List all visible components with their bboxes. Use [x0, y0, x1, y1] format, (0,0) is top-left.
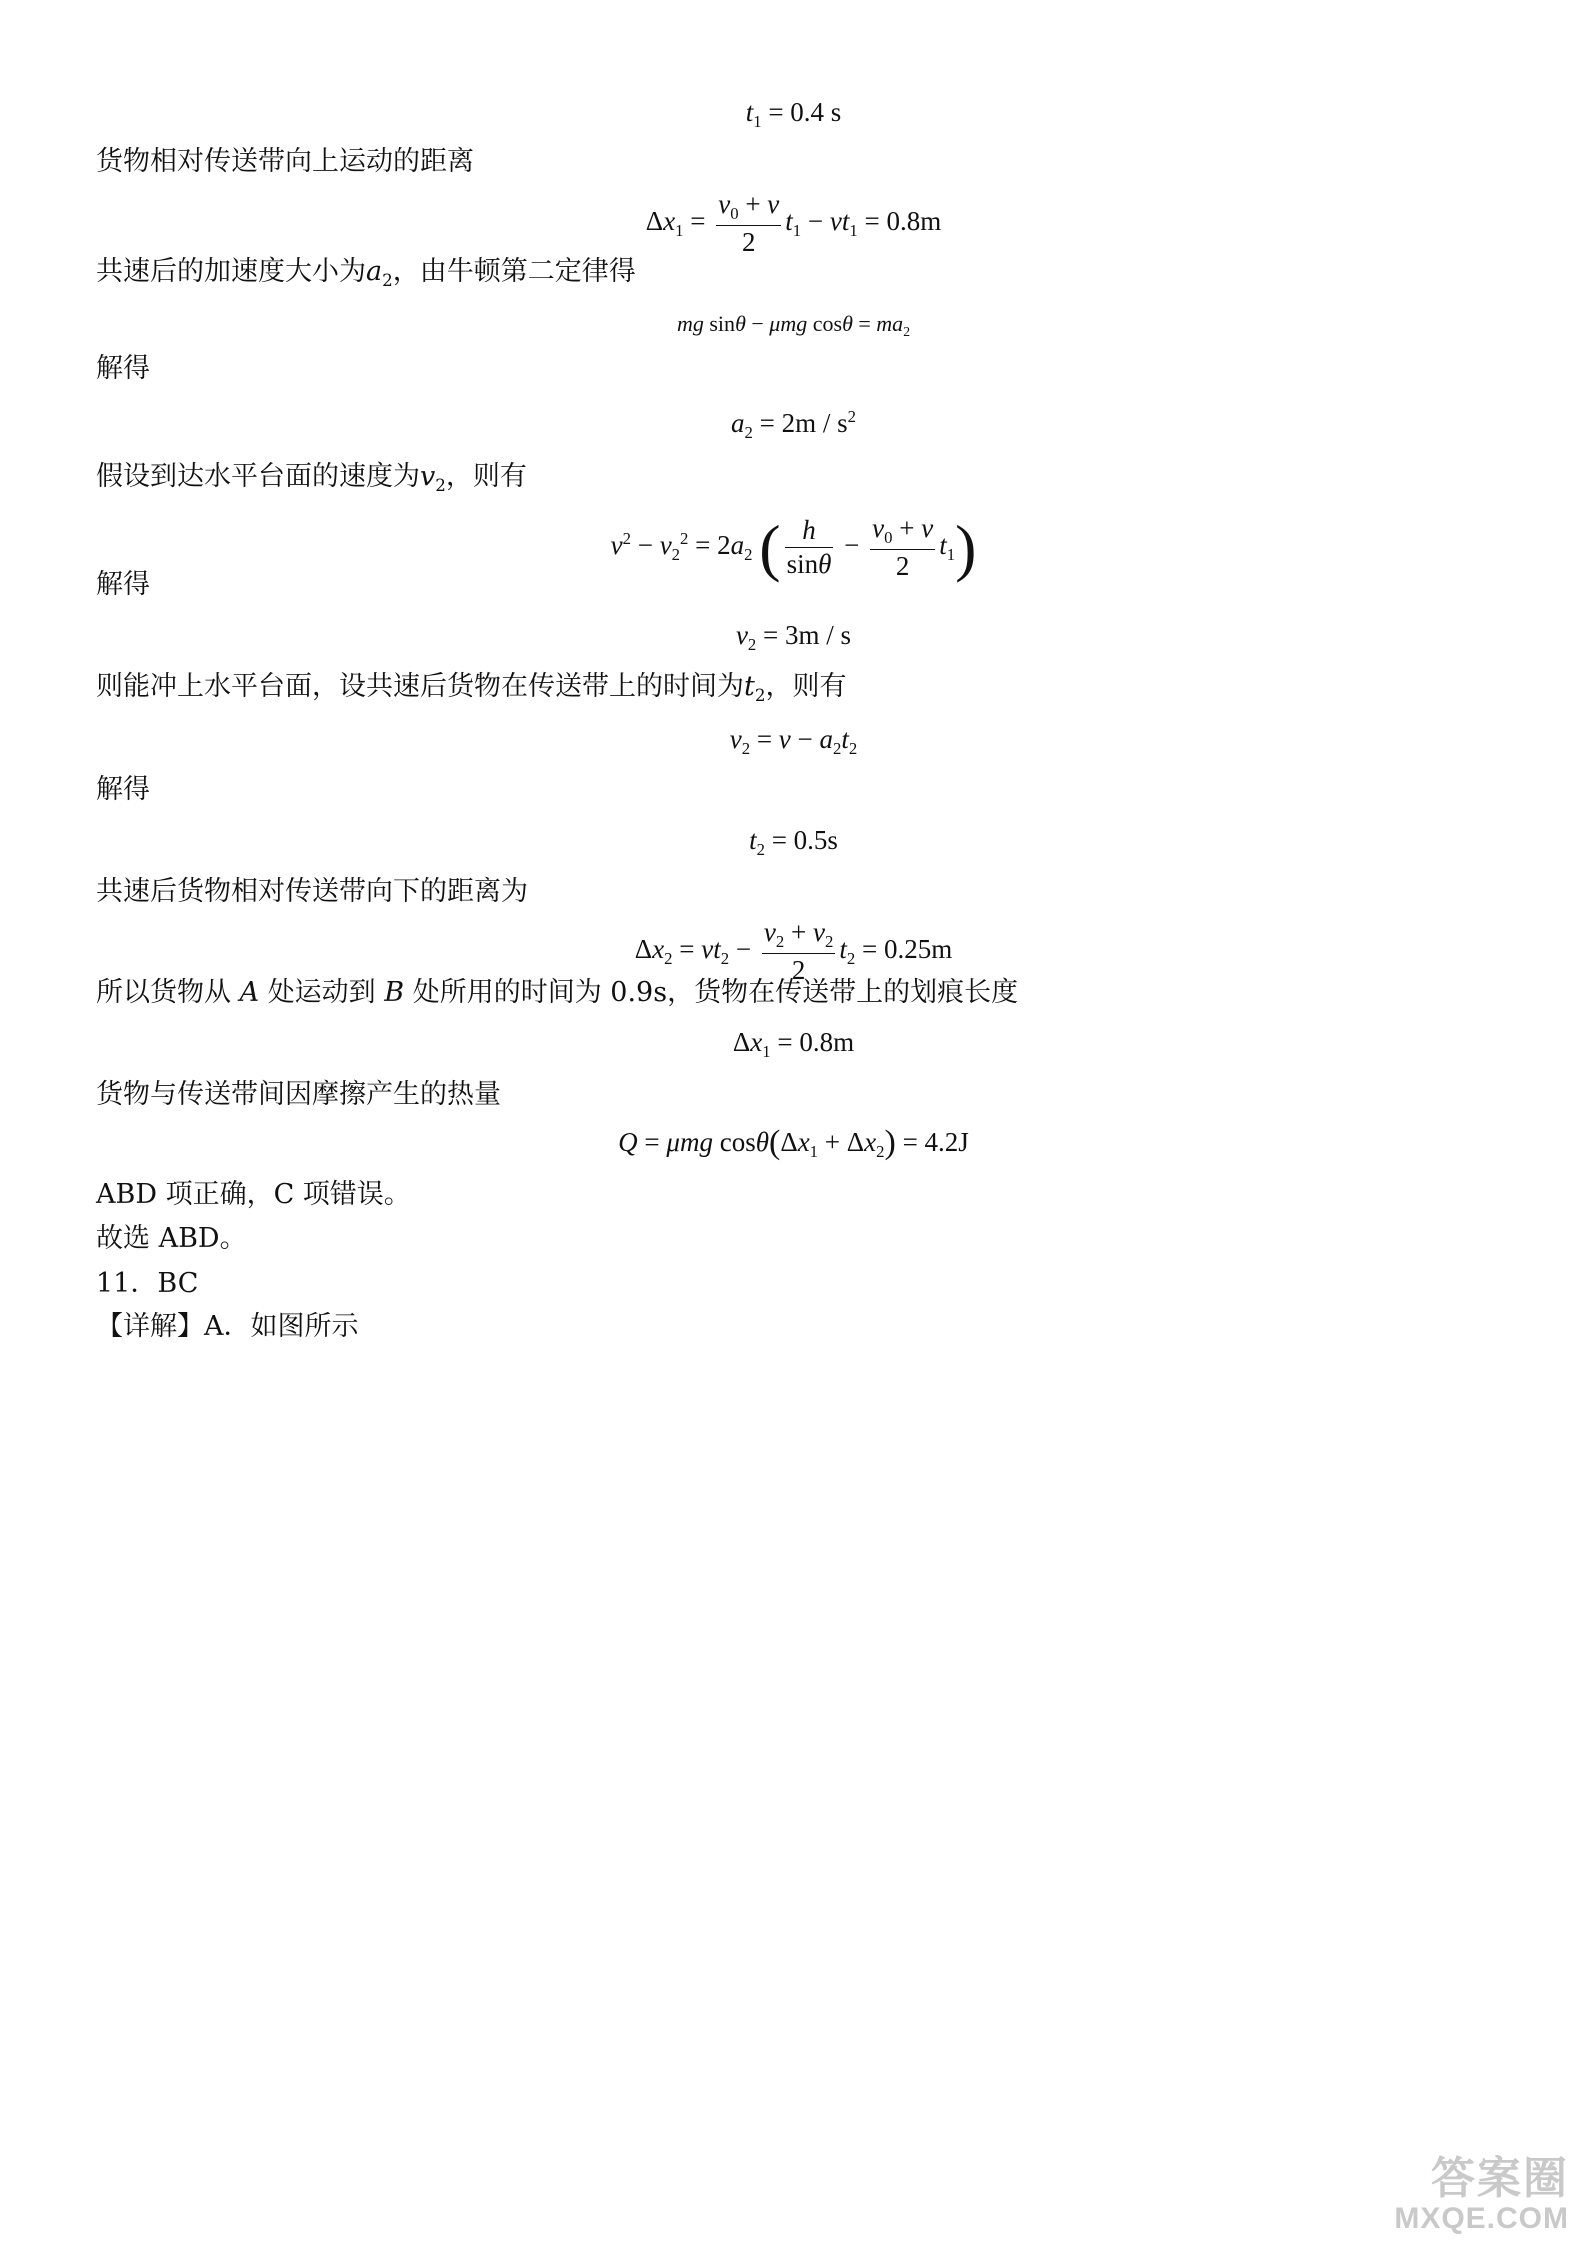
paragraph: 所以货物从 A 处运动到 B 处所用的时间为 0.9s，货物在传送带上的划痕长度 [96, 977, 1019, 1008]
paragraph: 假设到达水平台面的速度为$v_2$，则有 [96, 461, 527, 495]
equation-t1: $t_1 = 0.4$ s [745, 97, 842, 131]
equation-newton: mg sinθ − μmg $\cos\theta = ma_2$ [676, 311, 910, 339]
equation-value: = 0.25m [861, 933, 953, 964]
equation-value: = 0.8m [777, 1027, 855, 1057]
paragraph: 【详解】A．如图所示 [96, 1311, 359, 1342]
equation-v2-time: $v_2 = v - a_2t_2$ [729, 724, 858, 758]
paragraph: 货物与传送带间因摩擦产生的热量 [96, 1079, 501, 1110]
equation-value: = 4.2J [902, 1127, 969, 1157]
paragraph: 解得 [96, 774, 150, 805]
paragraph-text: 假设到达水平台面的速度为 [96, 461, 420, 492]
watermark-logo-text: 答案圈 [1431, 2154, 1569, 2203]
paragraph-text: 处所用的时间为 0.9s，货物在传送带上的划痕长度 [412, 977, 1019, 1008]
paragraph-text: 处运动到 [267, 977, 376, 1008]
equation-delta-x1: $\Delta x_1$ = $\frac{v_0 + v}{2}$ $t_1 - vt_1 = 0.8m$ [645, 189, 942, 257]
equation-t2: $t_2 = 0.5s$ [749, 825, 838, 859]
paragraph: 共速后货物相对传送带向下的距离为 [96, 876, 528, 907]
equation-velocity: $v^2 - v_2^2 = 2a_2$ ( $\frac{h}{\sin\theta}$ − $\frac{v_0 + v}{2}$ $t_1$) [610, 511, 977, 583]
watermark-url: MXQE.COM [1394, 2202, 1569, 2235]
watermark-logo [1394, 2155, 1569, 2235]
question-answer: 11．BC [96, 1268, 199, 1299]
paragraph: ABD 项正确，C 项错误。 [96, 1179, 411, 1210]
paragraph: 解得 [96, 353, 150, 384]
equation-value: = 3m / s [763, 620, 852, 650]
paragraph: 则能冲上水平台面，设共速后货物在传送带上的时间为$t_2$，则有 [96, 671, 847, 705]
paragraph-text: ，则有 [445, 461, 527, 492]
paragraph-text: 则能冲上水平台面，设共速后货物在传送带上的时间为 [96, 671, 744, 702]
equation-delta-x2: $\Delta x_2 = vt_2$ − $\frac{v_2 + v_2}{2}$ $t_2 = 0.25m$ [634, 917, 953, 985]
equation-a2: $a_2 = 2m / s^2$ [731, 407, 856, 442]
paragraph: 共速后的加速度大小为$a_2$，由牛顿第二定律得 [96, 256, 636, 290]
paragraph: 解得 [96, 569, 150, 600]
equation-value: = 0.4 s [768, 97, 842, 127]
paragraph-text: ，则有 [765, 671, 847, 702]
equation-heat: Q = μmg $\cos\theta(\Delta x_1 + \Delta x_2) = 4.2J$ [618, 1124, 969, 1161]
paragraph-text: 共速后的加速度大小为 [96, 256, 366, 287]
equation-value: = 0.5s [771, 825, 838, 855]
paragraph: 故选 ABD。 [96, 1223, 247, 1254]
paragraph: 货物相对传送带向上运动的距离 [96, 146, 474, 177]
equation-value: = 2m / s [759, 408, 848, 439]
paragraph-text: ，由牛顿第二定律得 [392, 256, 636, 287]
equation-value: = 0.8m [864, 205, 942, 236]
equation-scratch-length: $\Delta x_1 = 0.8m$ [732, 1027, 855, 1061]
equation-v2: $v_2 = 3m / s$ [735, 620, 852, 654]
paragraph-text: 所以货物从 [96, 977, 231, 1008]
